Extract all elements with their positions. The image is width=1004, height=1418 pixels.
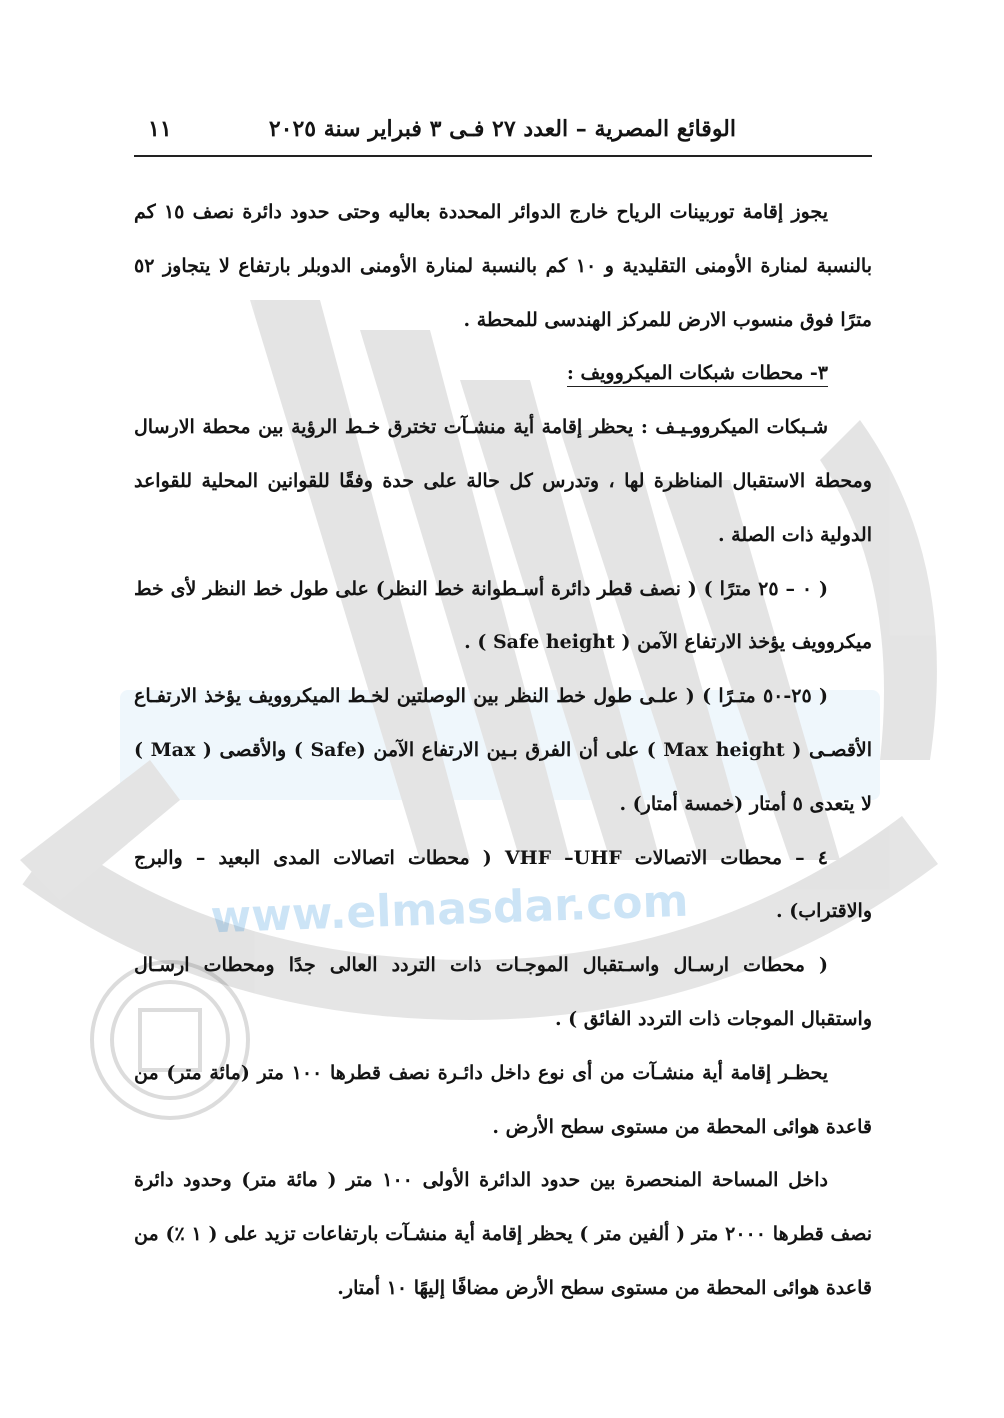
paragraph-max-height: ( ٢٥-٥٠ متـرًا ) ( علـى طول خط النظر بين الوصلتين لخـط الميكروويف يؤخذ الارتفـاع الأقصـى ( Max height ) على أن الفرق بـين الارتفاع الآمن (Safe ) والأقصى ( Max ) لا يتعدى ٥ أمتار (خمسة أمتار) . <box>134 685 873 815</box>
gazette-title: الوقائع المصرية – العدد ٢٧ فـى ٣ فبراير سنة ٢٠٢٥ <box>268 116 736 142</box>
paragraph-microwave-networks: شـبكات الميكرووـيـف : يحظر إقامة أية منشـآت تخترق خـط الرؤية بين محطة الارسال ومحطة الاستقبال المناظرة لها ، وتدرس كل حالة على حدة وفقًا للقوانين المحلية للقواعد الدولية ذات الصلة . <box>134 416 872 546</box>
paragraph-2000m-restriction: داخل المساحة المنحصرة بين حدود الدائرة الأولى ١٠٠ متر ( مائة متر) وحدود دائرة نصف قطرها ٢٠٠٠ متر ( ألفين متر ) يحظر إقامة أية منشـآت بارتفاعات تزيد على ( ١ ٪) من قاعدة هوائى المحطة من مستوى سطح الأرض مضافًا إليهًا ١٠ أمتار. <box>134 1169 872 1299</box>
header-divider <box>134 155 872 157</box>
paragraph-100m-restriction: يحظـر إقامة أية منشـآت من أى نوع داخل دائـرة نصف قطرها ١٠٠ متر (مائة متر) من قاعدة هوائى المحطة من مستوى سطح الأرض . <box>134 1061 872 1138</box>
paragraph-vhf-uhf-stations: ( محطات ارسـال واسـتقبال الموجـات ذات التردد العالى جدًا ومحطات ارسـال واستقبال الموجات ذات التردد الفائق ) . <box>134 954 872 1030</box>
section-heading-vhf-uhf: ٤ – محطات الاتصالات VHF –UHF ( محطات اتصالات المدى البعيد – والبرج والاقتراب) . <box>134 846 872 923</box>
page-header <box>134 110 872 154</box>
document-body <box>134 186 872 1316</box>
section-heading-text: ٣- محطات شبكات الميكروويف : <box>567 362 828 387</box>
paragraph-wind-turbines: يجوز إقامة توربينات الرياح خارج الدوائر المحددة بعاليه وحتى حدود دائرة نصف ١٥ كم بالنسبة لمنارة الأومنى التقليدية و ١٠ كم بالنسبة لمنارة الأومنى الدوبلر بارتفاع لا يتجاوز ٥٢ مترًا فوق منسوب الارض للمركز الهندسى للمحطة . <box>134 201 872 331</box>
section-heading-microwave <box>134 347 872 401</box>
page-number: ١١ <box>148 116 172 142</box>
paragraph-safe-height: ( ٠ – ٢٥ مترًا ) ( نصف قطر دائرة أسـطوانة خط النظر) على طول خط النظر لأى خط ميكروويف يؤخذ الارتفاع الآمن ( Safe height ) . <box>134 577 872 654</box>
watermark-site-text: www.elmasdar.com <box>209 875 690 944</box>
